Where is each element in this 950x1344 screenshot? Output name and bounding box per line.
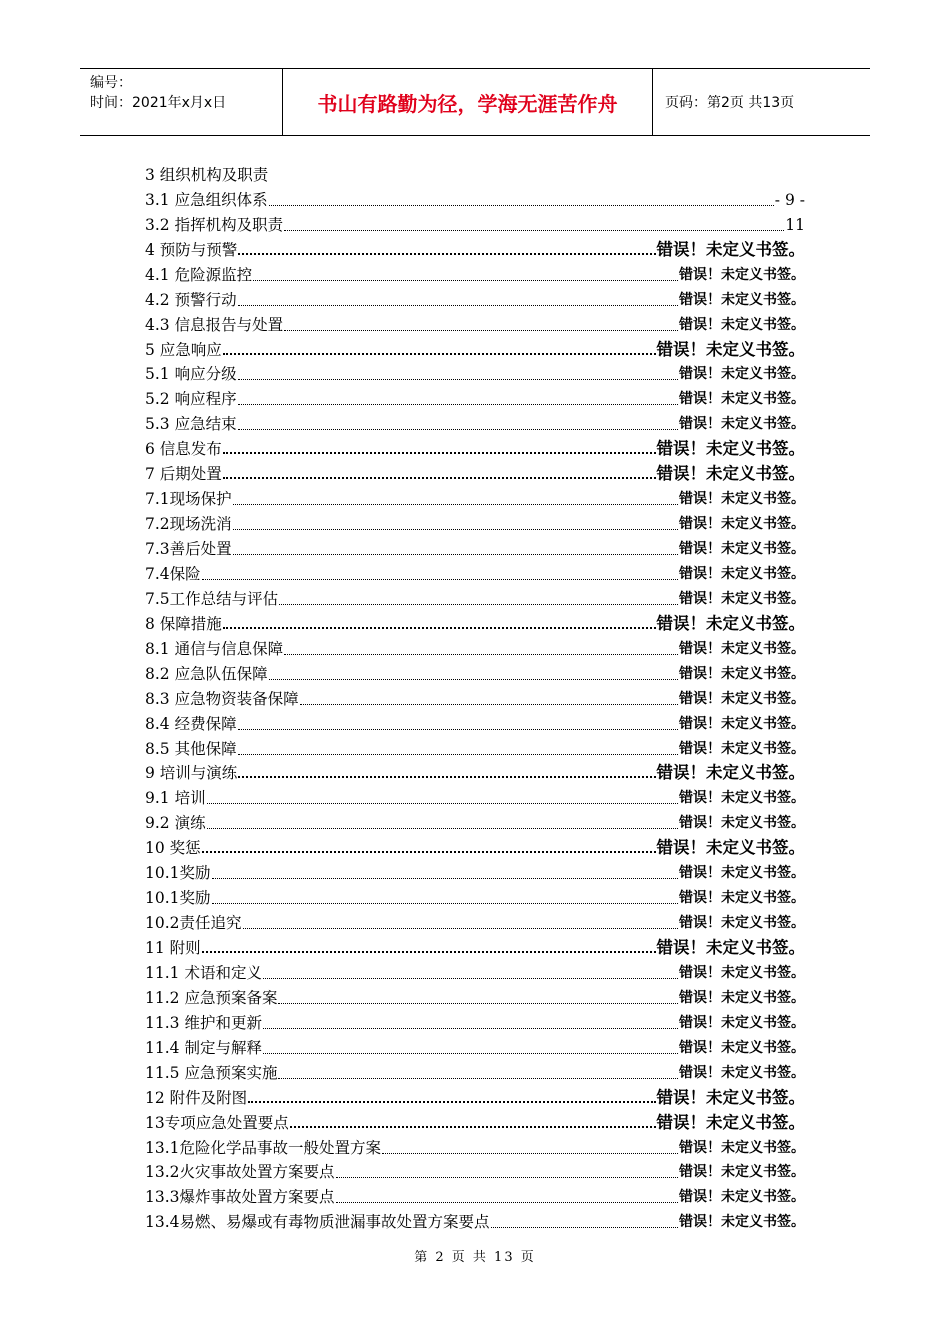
toc-leader-dots	[253, 280, 678, 281]
toc-entry-title: 9 培训与演练	[145, 764, 238, 783]
toc-entry-title: 13.2火灾事故处置方案要点	[145, 1163, 335, 1182]
toc-entry-title: 4.1 危险源监控	[145, 265, 253, 284]
toc-entry-title: 4.3 信息报告与处置	[145, 315, 284, 334]
toc-entry-page: 错误！未定义书签。	[679, 1164, 805, 1181]
toc-entry-page: 错误！未定义书签。	[679, 516, 805, 533]
toc-entry[interactable]	[145, 1207, 805, 1232]
toc-entry[interactable]	[145, 584, 805, 609]
toc-leader-dots	[336, 1202, 678, 1203]
toc-entry-title: 7.5工作总结与评估	[145, 589, 279, 608]
toc-entry[interactable]	[145, 634, 805, 659]
toc-entry[interactable]	[145, 210, 805, 235]
toc-entry-page: 错误！未定义书签。	[679, 890, 805, 907]
toc-entry[interactable]	[145, 1133, 805, 1158]
toc-leader-dots	[238, 404, 678, 405]
toc-entry-page: 错误！未定义书签。	[679, 541, 805, 557]
toc-leader-dots	[284, 654, 678, 655]
toc-entry[interactable]	[145, 609, 805, 634]
toc-entry-page: 错误！未定义书签。	[679, 715, 805, 732]
toc-entry-title: 7.4保险	[145, 564, 201, 583]
toc-entry-title: 5 应急响应	[145, 340, 222, 359]
toc-entry-title: 13.4易燃、易爆或有毒物质泄漏事故处置方案要点	[145, 1213, 490, 1232]
toc-entry[interactable]	[145, 983, 805, 1008]
toc-entry-page: 错误！未定义书签。	[679, 565, 805, 582]
page-footer: 第 2 页 共 13 页	[414, 1250, 536, 1265]
toc-entry[interactable]	[145, 1182, 805, 1207]
toc-entry-title: 3.2 指挥机构及职责	[145, 215, 284, 234]
toc-entry[interactable]	[145, 783, 805, 808]
toc-leader-dots	[284, 330, 678, 331]
toc-leader-dots	[207, 828, 678, 829]
table-of-contents	[145, 160, 805, 1232]
toc-entry-page: 错误！未定义书签。	[679, 665, 805, 682]
toc-entry-page: 错误！未定义书签。	[679, 1139, 805, 1156]
toc-leader-dots	[233, 504, 678, 505]
toc-entry-title: 10 奖惩	[145, 839, 201, 858]
toc-leader-dots	[300, 704, 678, 705]
toc-entry[interactable]	[145, 459, 805, 484]
toc-entry[interactable]	[145, 1058, 805, 1083]
toc-entry-title: 8.4 经费保障	[145, 714, 237, 733]
toc-leader-dots	[263, 1028, 678, 1029]
toc-entry-title: 3 组织机构及职责	[145, 165, 269, 184]
toc-entry-page: 错误！未定义书签。	[679, 590, 805, 607]
toc-leader-dots	[212, 878, 678, 879]
toc-entry-page: 错误！未定义书签。	[679, 1214, 805, 1231]
toc-entry-title: 3.1 应急组织体系	[145, 190, 268, 209]
toc-entry-title: 10.1奖励	[145, 889, 211, 908]
toc-entry-title: 10.1奖励	[145, 864, 211, 883]
toc-entry[interactable]	[145, 1108, 805, 1133]
toc-entry-page: 错误！未定义书签。	[656, 464, 805, 484]
toc-leader-dots	[233, 554, 678, 555]
toc-entry-page: 错误！未定义书签。	[679, 790, 805, 807]
toc-leader-dots	[290, 1126, 656, 1128]
toc-entry-page: 错误！未定义书签。	[656, 763, 805, 783]
toc-leader-dots	[202, 951, 656, 953]
toc-entry[interactable]	[145, 684, 805, 709]
toc-leader-dots	[284, 230, 784, 231]
toc-entry-page: 错误！未定义书签。	[679, 915, 805, 932]
toc-entry-title: 8.3 应急物资装备保障	[145, 689, 299, 708]
toc-entry-title: 8.1 通信与信息保障	[145, 639, 284, 658]
toc-entry-page: 错误！未定义书签。	[679, 291, 805, 308]
toc-leader-dots	[223, 627, 656, 629]
toc-entry-page: 错误！未定义书签。	[656, 938, 805, 957]
toc-entry[interactable]	[145, 833, 805, 858]
toc-entry[interactable]	[145, 409, 805, 434]
toc-leader-dots	[202, 851, 656, 853]
toc-entry-title: 11.1 术语和定义	[145, 963, 262, 982]
toc-entry-page: 错误！未定义书签。	[656, 239, 805, 259]
toc-entry[interactable]	[145, 759, 805, 784]
header-slogan: 书山有路勤为径，学海无涯苦作舟	[283, 69, 653, 135]
toc-entry[interactable]	[145, 310, 805, 335]
toc-entry[interactable]	[145, 285, 805, 310]
toc-entry[interactable]	[145, 360, 805, 385]
toc-entry[interactable]	[145, 509, 805, 534]
toc-entry-title: 7.3善后处置	[145, 540, 232, 558]
toc-entry[interactable]	[145, 260, 805, 285]
toc-entry-title: 6 信息发布	[145, 440, 222, 459]
toc-entry[interactable]	[145, 160, 805, 185]
toc-leader-dots	[233, 529, 678, 530]
toc-entry-title: 13.3爆炸事故处置方案要点	[145, 1188, 335, 1207]
toc-entry-page: 错误！未定义书签。	[679, 865, 805, 882]
toc-entry-page: - 9 -	[774, 190, 805, 209]
toc-entry-title: 11.3 维护和更新	[145, 1013, 262, 1032]
toc-entry[interactable]	[145, 1033, 805, 1058]
toc-entry[interactable]	[145, 933, 805, 958]
toc-entry-page: 错误！未定义书签。	[656, 613, 805, 633]
toc-leader-dots	[238, 776, 655, 778]
toc-leader-dots	[263, 1053, 678, 1054]
toc-entry-page: 错误！未定义书签。	[679, 266, 805, 283]
toc-entry[interactable]	[145, 384, 805, 409]
toc-entry[interactable]	[145, 709, 805, 734]
toc-entry-title: 8.2 应急队伍保障	[145, 664, 268, 683]
toc-leader-dots	[223, 353, 656, 355]
toc-entry[interactable]	[145, 1008, 805, 1033]
toc-entry-page: 错误！未定义书签。	[656, 339, 805, 359]
toc-leader-dots	[248, 1101, 655, 1103]
toc-entry-page: 错误！未定义书签。	[679, 690, 805, 707]
toc-entry-title: 5.2 响应程序	[145, 390, 237, 409]
toc-entry[interactable]	[145, 335, 805, 360]
toc-entry-title: 7.2现场洗消	[145, 515, 232, 534]
toc-entry-title: 4 预防与预警	[145, 240, 238, 259]
toc-leader-dots	[238, 729, 678, 730]
toc-leader-dots	[382, 1153, 678, 1154]
toc-entry-page: 错误！未定义书签。	[679, 964, 805, 981]
toc-leader-dots	[279, 604, 678, 605]
toc-entry-page: 错误！未定义书签。	[679, 1064, 805, 1081]
toc-entry-title: 8 保障措施	[145, 614, 222, 633]
document-time-label: 时间：2021年x月x日	[90, 95, 227, 111]
toc-entry-page: 错误！未定义书签。	[656, 838, 805, 858]
toc-entry-page: 11	[785, 215, 805, 234]
toc-entry-page: 错误！未定义书签。	[679, 491, 805, 508]
toc-leader-dots	[238, 305, 678, 306]
toc-entry[interactable]	[145, 235, 805, 260]
toc-entry-title: 11.2 应急预案备案	[145, 988, 278, 1007]
toc-entry[interactable]	[145, 484, 805, 509]
toc-leader-dots	[243, 928, 678, 929]
toc-entry[interactable]	[145, 958, 805, 983]
toc-entry-page: 错误！未定义书签。	[679, 391, 805, 408]
toc-entry-page: 错误！未定义书签。	[656, 439, 805, 459]
toc-leader-dots	[263, 978, 678, 979]
toc-entry[interactable]	[145, 858, 805, 883]
toc-leader-dots	[238, 754, 678, 755]
toc-entry-title: 8.5 其他保障	[145, 739, 237, 758]
toc-entry-page: 错误！未定义书签。	[679, 740, 805, 757]
toc-entry-page: 错误！未定义书签。	[679, 416, 805, 433]
toc-entry[interactable]	[145, 559, 805, 584]
toc-entry-title: 5.3 应急结束	[145, 415, 237, 434]
toc-entry-page: 错误！未定义书签。	[679, 989, 805, 1006]
header-page-label: 页码：第2页 共13页	[665, 95, 795, 111]
toc-leader-dots	[223, 452, 656, 454]
toc-entry-title: 10.2责任追究	[145, 914, 242, 933]
toc-entry-page: 错误！未定义书签。	[679, 815, 805, 832]
toc-leader-dots	[202, 579, 678, 580]
header-meta	[80, 69, 283, 135]
toc-entry-title: 4.2 预警行动	[145, 290, 237, 309]
toc-entry-title: 13.1危险化学品事故一般处置方案	[145, 1138, 382, 1157]
toc-entry-title: 11 附则	[145, 939, 201, 957]
toc-entry-title: 13专项应急处置要点	[145, 1113, 289, 1132]
toc-leader-dots	[212, 903, 678, 904]
toc-entry[interactable]	[145, 1158, 805, 1183]
toc-entry-title: 9.2 演练	[145, 814, 206, 833]
toc-entry-title: 7 后期处置	[145, 465, 222, 484]
toc-entry[interactable]	[145, 808, 805, 833]
toc-entry-title: 11.4 制定与解释	[145, 1038, 262, 1057]
toc-entry-page: 错误！未定义书签。	[679, 1189, 805, 1206]
toc-leader-dots	[336, 1177, 678, 1178]
toc-leader-dots	[238, 379, 678, 380]
toc-leader-dots	[491, 1227, 678, 1228]
toc-entry-title: 11.5 应急预案实施	[145, 1063, 278, 1082]
toc-entry-page: 错误！未定义书签。	[656, 1087, 805, 1107]
toc-leader-dots	[223, 477, 656, 479]
toc-entry-page: 错误！未定义书签。	[679, 1014, 805, 1031]
toc-leader-dots	[238, 253, 655, 255]
toc-entry-title: 5.1 响应分级	[145, 365, 237, 384]
toc-entry-page: 错误！未定义书签。	[679, 1039, 805, 1056]
toc-leader-dots	[269, 205, 774, 206]
toc-entry[interactable]	[145, 908, 805, 933]
toc-entry-title: 9.1 培训	[145, 789, 206, 808]
toc-entry[interactable]	[145, 734, 805, 759]
toc-leader-dots	[207, 803, 678, 804]
toc-leader-dots	[278, 1078, 678, 1079]
toc-entry-page: 错误！未定义书签。	[679, 640, 805, 657]
toc-entry[interactable]	[145, 659, 805, 684]
toc-entry-page: 错误！未定义书签。	[656, 1112, 805, 1132]
toc-entry-page: 错误！未定义书签。	[679, 366, 805, 383]
page-header	[80, 68, 870, 136]
toc-entry[interactable]	[145, 1083, 805, 1108]
toc-entry[interactable]	[145, 434, 805, 459]
toc-leader-dots	[269, 679, 678, 680]
toc-leader-dots	[238, 429, 678, 430]
toc-entry[interactable]	[145, 883, 805, 908]
toc-entry[interactable]	[145, 534, 805, 559]
toc-leader-dots	[278, 1003, 678, 1004]
document-number-label: 编号：	[90, 75, 132, 91]
toc-entry-title: 12 附件及附图	[145, 1088, 248, 1107]
toc-entry-title: 7.1现场保护	[145, 490, 232, 509]
toc-entry[interactable]	[145, 185, 805, 210]
toc-entry-page: 错误！未定义书签。	[679, 316, 805, 333]
